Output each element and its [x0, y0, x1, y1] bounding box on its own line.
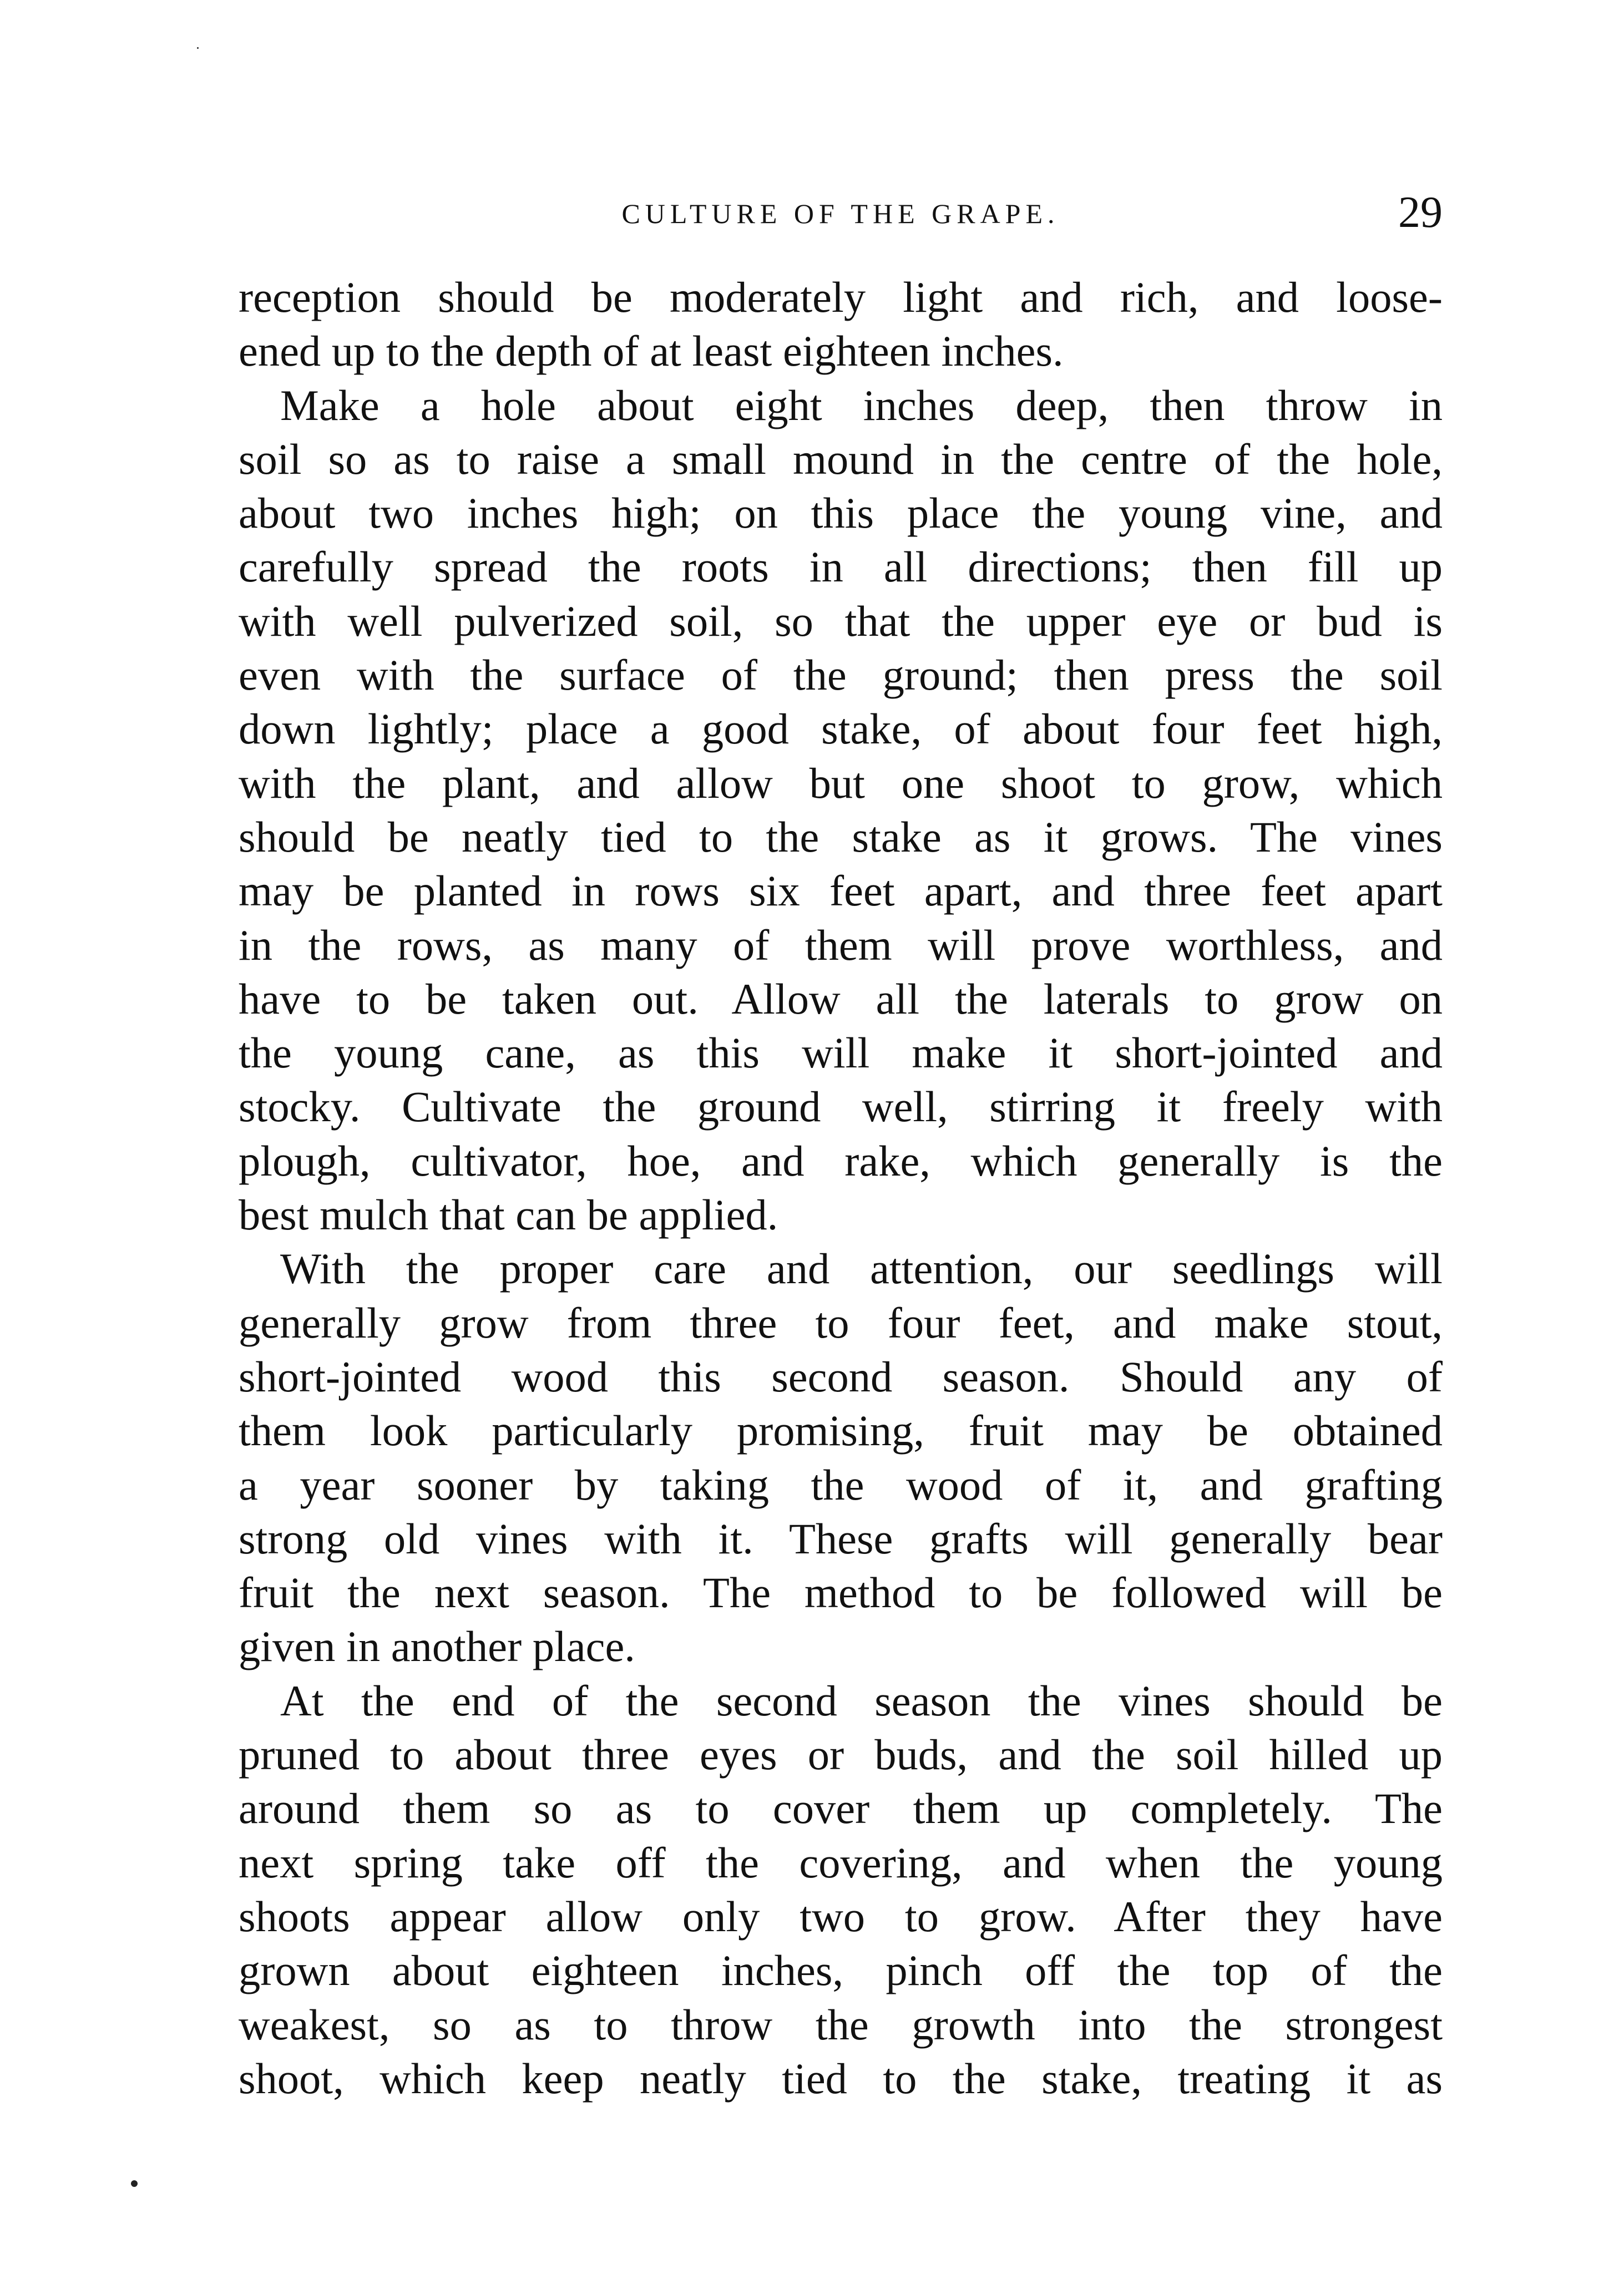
paragraph	[239, 1242, 1443, 1673]
text-line: carefully spread the roots in all directions; then fill up	[239, 543, 1443, 591]
scan-speck	[197, 47, 199, 49]
text-line: stocky. Cultivate the ground well, stirring it freely with	[239, 1082, 1443, 1131]
text-line: have to be taken out. Allow all the laterals to grow on	[239, 974, 1443, 1023]
text-line: in the rows, as many of them will prove worthless, and	[239, 920, 1443, 969]
page-number: 29	[1398, 188, 1443, 237]
text-line: should be neatly tied to the stake as it grows. The vines	[239, 812, 1443, 861]
text-line: with well pulverized soil, so that the upper eye or bud is	[239, 596, 1443, 645]
text-line: generally grow from three to four feet, and make stout,	[239, 1298, 1443, 1347]
text-line: best mulch that can be applied.	[239, 1191, 778, 1239]
text-line: shoot, which keep neatly tied to the stake, treating it as	[239, 2054, 1443, 2103]
text-line: plough, cultivator, hoe, and rake, which generally is the	[239, 1136, 1443, 1185]
paragraph	[239, 1674, 1443, 2105]
text-line: given in another place.	[239, 1622, 635, 1671]
text-line: With the proper care and attention, our seedlings will	[280, 1244, 1443, 1293]
text-line: reception should be moderately light and rich, and loose-	[239, 273, 1443, 321]
running-title: CULTURE OF THE GRAPE.	[621, 198, 1060, 229]
text-line: shoots appear allow only two to grow. After they have	[239, 1892, 1443, 1941]
text-line: fruit the next season. The method to be followed will be	[239, 1568, 1443, 1617]
text-line: a year sooner by taking the wood of it, and grafting	[239, 1460, 1443, 1509]
text-line: next spring take off the covering, and when the young	[239, 1838, 1443, 1887]
text-line: soil so as to raise a small mound in the centre of the hole,	[239, 434, 1443, 483]
text-line: with the plant, and allow but one shoot to grow, which	[239, 758, 1443, 807]
text-line: them look particularly promising, fruit may be obtained	[239, 1406, 1443, 1455]
page-header	[239, 188, 1443, 237]
text-line: the young cane, as this will make it short-jointed and	[239, 1029, 1443, 1077]
text-line: even with the surface of the ground; then press the soil	[239, 651, 1443, 700]
text-line: weakest, so as to throw the growth into the strongest	[239, 2000, 1443, 2049]
scan-speck	[131, 2180, 138, 2187]
text-line: grown about eighteen inches, pinch off the top of the	[239, 1946, 1443, 1995]
text-line: Make a hole about eight inches deep, then throw in	[280, 381, 1443, 429]
text-line: down lightly; place a good stake, of about four feet high,	[239, 705, 1443, 753]
body-text	[239, 270, 1443, 2105]
text-line: may be planted in rows six feet apart, and three feet apart	[239, 867, 1443, 915]
paragraph	[239, 378, 1443, 1242]
text-line: ened up to the depth of at least eighteen inches.	[239, 327, 1064, 376]
text-line: short-jointed wood this second season. Should any of	[239, 1352, 1443, 1401]
text-line: pruned to about three eyes or buds, and the soil hilled up	[239, 1730, 1443, 1779]
paragraph	[239, 270, 1443, 378]
text-line: about two inches high; on this place the young vine, and	[239, 489, 1443, 538]
text-line: around them so as to cover them up completely. The	[239, 1784, 1443, 1833]
text-line: strong old vines with it. These grafts will generally bear	[239, 1514, 1443, 1563]
text-line: At the end of the second season the vines should be	[280, 1676, 1443, 1725]
